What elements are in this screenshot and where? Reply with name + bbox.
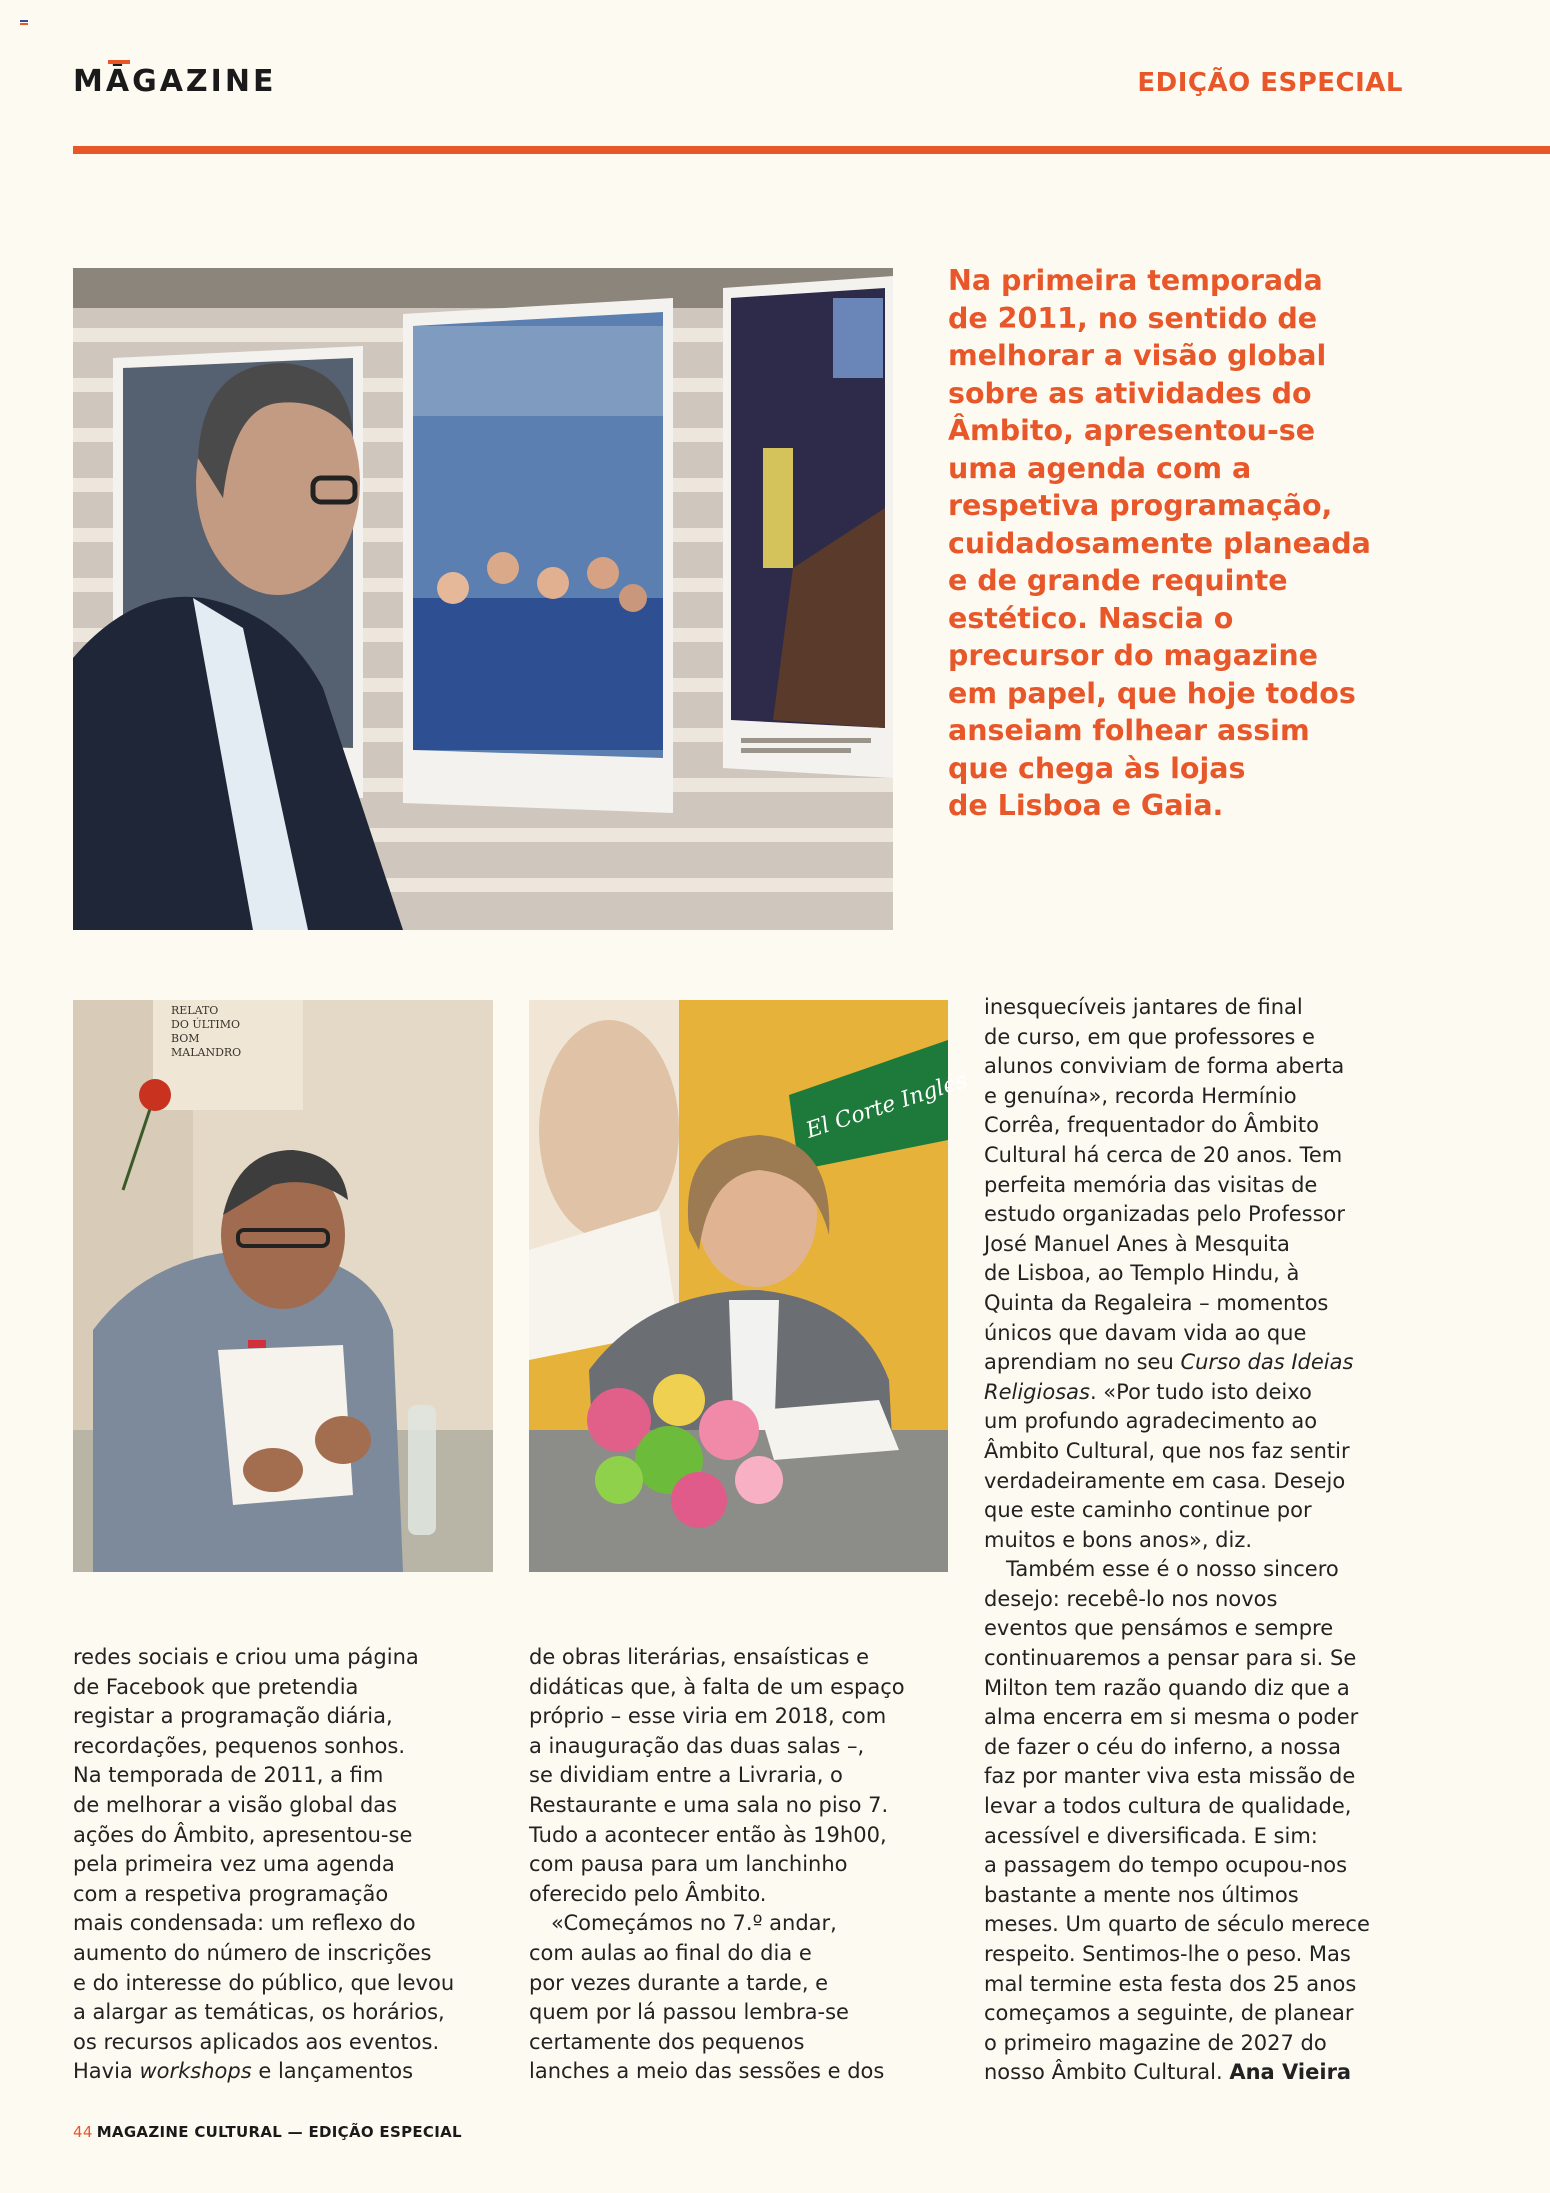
- body-line: muitos e bons anos», diz.: [984, 1527, 1253, 1552]
- body-line: começamos a seguinte, de planear: [984, 2001, 1354, 2026]
- body-line: levar a todos cultura de qualidade,: [984, 1794, 1352, 1819]
- body-line: Havia workshops e lançamentos: [73, 2059, 414, 2084]
- pull-quote-line: precursor do magazine: [948, 639, 1318, 672]
- body-line: eventos que pensámos e sempre: [984, 1616, 1334, 1641]
- body-line: faz por manter viva esta missão de: [984, 1764, 1356, 1789]
- body-line: os recursos aplicados aos eventos.: [73, 2029, 440, 2054]
- body-line: ações do Âmbito, apresentou-se: [73, 1822, 413, 1847]
- body-line: de curso, em que professores e: [984, 1024, 1315, 1049]
- body-line: continuaremos a pensar para si. Se: [984, 1646, 1357, 1671]
- page-header: [73, 60, 1403, 100]
- body-line: de Facebook que pretendia: [73, 1674, 359, 1699]
- body-line: de Lisboa, ao Templo Hindu, à: [984, 1261, 1300, 1286]
- pull-quote-line: Âmbito, apresentou-se: [948, 414, 1316, 447]
- body-line: se dividiam entre a Livraria, o: [529, 1763, 843, 1788]
- pull-quote-line: que chega às lojas: [948, 751, 1246, 785]
- exhibition-photo: [73, 268, 893, 930]
- pull-quote-line: Na primeira temporada: [948, 264, 1323, 297]
- body-line: Restaurante e uma sala no piso 7.: [529, 1792, 889, 1817]
- body-line: «Começámos no 7.º andar,: [551, 1911, 837, 1936]
- pull-quote-line: cuidadosamente planeada: [948, 526, 1371, 560]
- body-column-1: [73, 1643, 503, 2087]
- body-column-3: [984, 993, 1414, 2088]
- body-line: de fazer o céu do inferno, a nossa: [984, 1734, 1341, 1759]
- body-line: Na temporada de 2011, a fim: [73, 1763, 384, 1788]
- page-footer: [73, 2123, 462, 2141]
- body-line: com aulas ao final do dia e: [529, 1940, 812, 1965]
- body-line: Corrêa, frequentador do Âmbito: [984, 1113, 1319, 1138]
- body-line: de obras literárias, ensaísticas e: [529, 1645, 870, 1669]
- pull-quote-line: de 2011, no sentido de: [948, 301, 1318, 335]
- body-line: Cultural há cerca de 20 anos. Tem: [984, 1142, 1343, 1167]
- body-line: oferecido pelo Âmbito.: [529, 1881, 767, 1906]
- body-column-2: [529, 1643, 959, 2087]
- pull-quote-line: de Lisboa e Gaia.: [948, 789, 1224, 822]
- body-line: verdadeiramente em casa. Desejo: [984, 1468, 1346, 1493]
- footer-text: MAGAZINE CULTURAL — EDIÇÃO ESPECIAL: [96, 2123, 462, 2141]
- header-rule: [73, 146, 1550, 154]
- pull-quote-line: e de grande requinte: [948, 564, 1288, 597]
- body-line: um profundo agradecimento ao: [984, 1409, 1318, 1434]
- body-line: Também esse é o nosso sincero: [1006, 1557, 1339, 1582]
- body-line: perfeita memória das visitas de: [984, 1172, 1318, 1197]
- body-line: Religiosas. «Por tudo isto deixo: [984, 1379, 1312, 1404]
- body-line: e genuína», recorda Hermínio: [984, 1083, 1297, 1108]
- body-line: de melhorar a visão global das: [73, 1792, 398, 1817]
- body-line: bastante a mente nos últimos: [984, 1882, 1299, 1907]
- body-line: aumento do número de inscrições: [73, 1940, 432, 1965]
- body-line: por vezes durante a tarde, e: [529, 1970, 829, 1995]
- body-line: José Manuel Anes à Mesquita: [984, 1231, 1290, 1256]
- poster-line: DO ÚLTIMO: [171, 1018, 240, 1031]
- pull-quote-line: sobre as atividades do: [948, 376, 1312, 410]
- body-line: com a respetiva programação: [73, 1881, 389, 1906]
- body-line: didáticas que, à falta de um espaço: [529, 1674, 905, 1699]
- body-line: redes sociais e criou uma página: [73, 1645, 419, 1669]
- body-line: Tudo a acontecer então às 19h00,: [529, 1822, 887, 1847]
- body-line: e do interesse do público, que levou: [73, 1970, 455, 1995]
- body-line: recordações, pequenos sonhos.: [73, 1733, 406, 1758]
- body-line: o primeiro magazine de 2027 do: [984, 2030, 1327, 2055]
- body-line: Âmbito Cultural, que nos faz sentir: [984, 1438, 1350, 1463]
- body-line: a passagem do tempo ocupou-nos: [984, 1853, 1348, 1878]
- book-signing-photo-man: [73, 1000, 493, 1572]
- body-line: acessível e diversificada. E sim:: [984, 1823, 1318, 1848]
- body-line: alunos conviviam de forma aberta: [984, 1054, 1345, 1079]
- body-line: meses. Um quarto de século merece: [984, 1912, 1370, 1937]
- author-name: Ana Vieira: [1229, 2060, 1352, 2085]
- store-sign: El Corte Inglés: [803, 1068, 971, 1144]
- body-line: mais condensada: um reflexo do: [73, 1911, 416, 1936]
- body-line: quem por lá passou lembra-se: [529, 2000, 849, 2025]
- body-line: que este caminho continue por: [984, 1498, 1312, 1523]
- edition-label: EDIÇÃO ESPECIAL: [1137, 68, 1403, 98]
- body-line: a inauguração das duas salas –,: [529, 1733, 865, 1758]
- poster-line: MALANDRO: [171, 1046, 242, 1059]
- body-line: respeito. Sentimos-lhe o peso. Mas: [984, 1942, 1351, 1966]
- body-line: a alargar as temáticas, os horários,: [73, 2000, 445, 2025]
- body-line: alma encerra em si mesma o poder: [984, 1705, 1359, 1730]
- body-line: inesquecíveis jantares de final: [984, 995, 1303, 1019]
- body-line: desejo: recebê-lo nos novos: [984, 1586, 1278, 1611]
- pull-quote-line: estético. Nascia o: [948, 601, 1234, 635]
- body-line: mal termine esta festa dos 25 anos: [984, 1971, 1357, 1996]
- body-line: com pausa para um lanchinho: [529, 1852, 848, 1877]
- body-line: aprendiam no seu Curso das Ideias: [984, 1350, 1354, 1375]
- body-line: próprio – esse viria em 2018, com: [529, 1704, 887, 1729]
- body-line: registar a programação diária,: [73, 1704, 393, 1729]
- body-line: Quinta da Regaleira – momentos: [984, 1290, 1329, 1315]
- poster-line: RELATO: [171, 1004, 219, 1017]
- pull-quote-line: anseiam folhear assim: [948, 714, 1310, 747]
- body-line: lanches a meio das sessões e dos: [529, 2059, 885, 2084]
- pull-quote: [948, 262, 1388, 825]
- body-line: pela primeira vez uma agenda: [73, 1852, 395, 1877]
- magazine-logo: MĀGAZINE: [73, 64, 277, 99]
- body-line: certamente dos pequenos: [529, 2029, 805, 2054]
- body-line: nosso Âmbito Cultural. Ana Vieira: [984, 2060, 1352, 2085]
- corner-mark-icon: [20, 20, 28, 26]
- poster-line: BOM: [171, 1032, 200, 1045]
- book-signing-photo-woman: [529, 1000, 971, 1572]
- page-number: 44: [73, 2123, 93, 2141]
- pull-quote-line: respetiva programação,: [948, 489, 1333, 522]
- logo-letter-a: Ā: [105, 64, 133, 99]
- pull-quote-line: em papel, que hoje todos: [948, 676, 1356, 710]
- body-line: Milton tem razão quando diz que a: [984, 1675, 1350, 1700]
- pull-quote-line: uma agenda com a: [948, 451, 1252, 485]
- pull-quote-line: melhorar a visão global: [948, 339, 1327, 372]
- body-line: estudo organizadas pelo Professor: [984, 1202, 1346, 1227]
- body-line: únicos que davam vida ao que: [984, 1320, 1307, 1345]
